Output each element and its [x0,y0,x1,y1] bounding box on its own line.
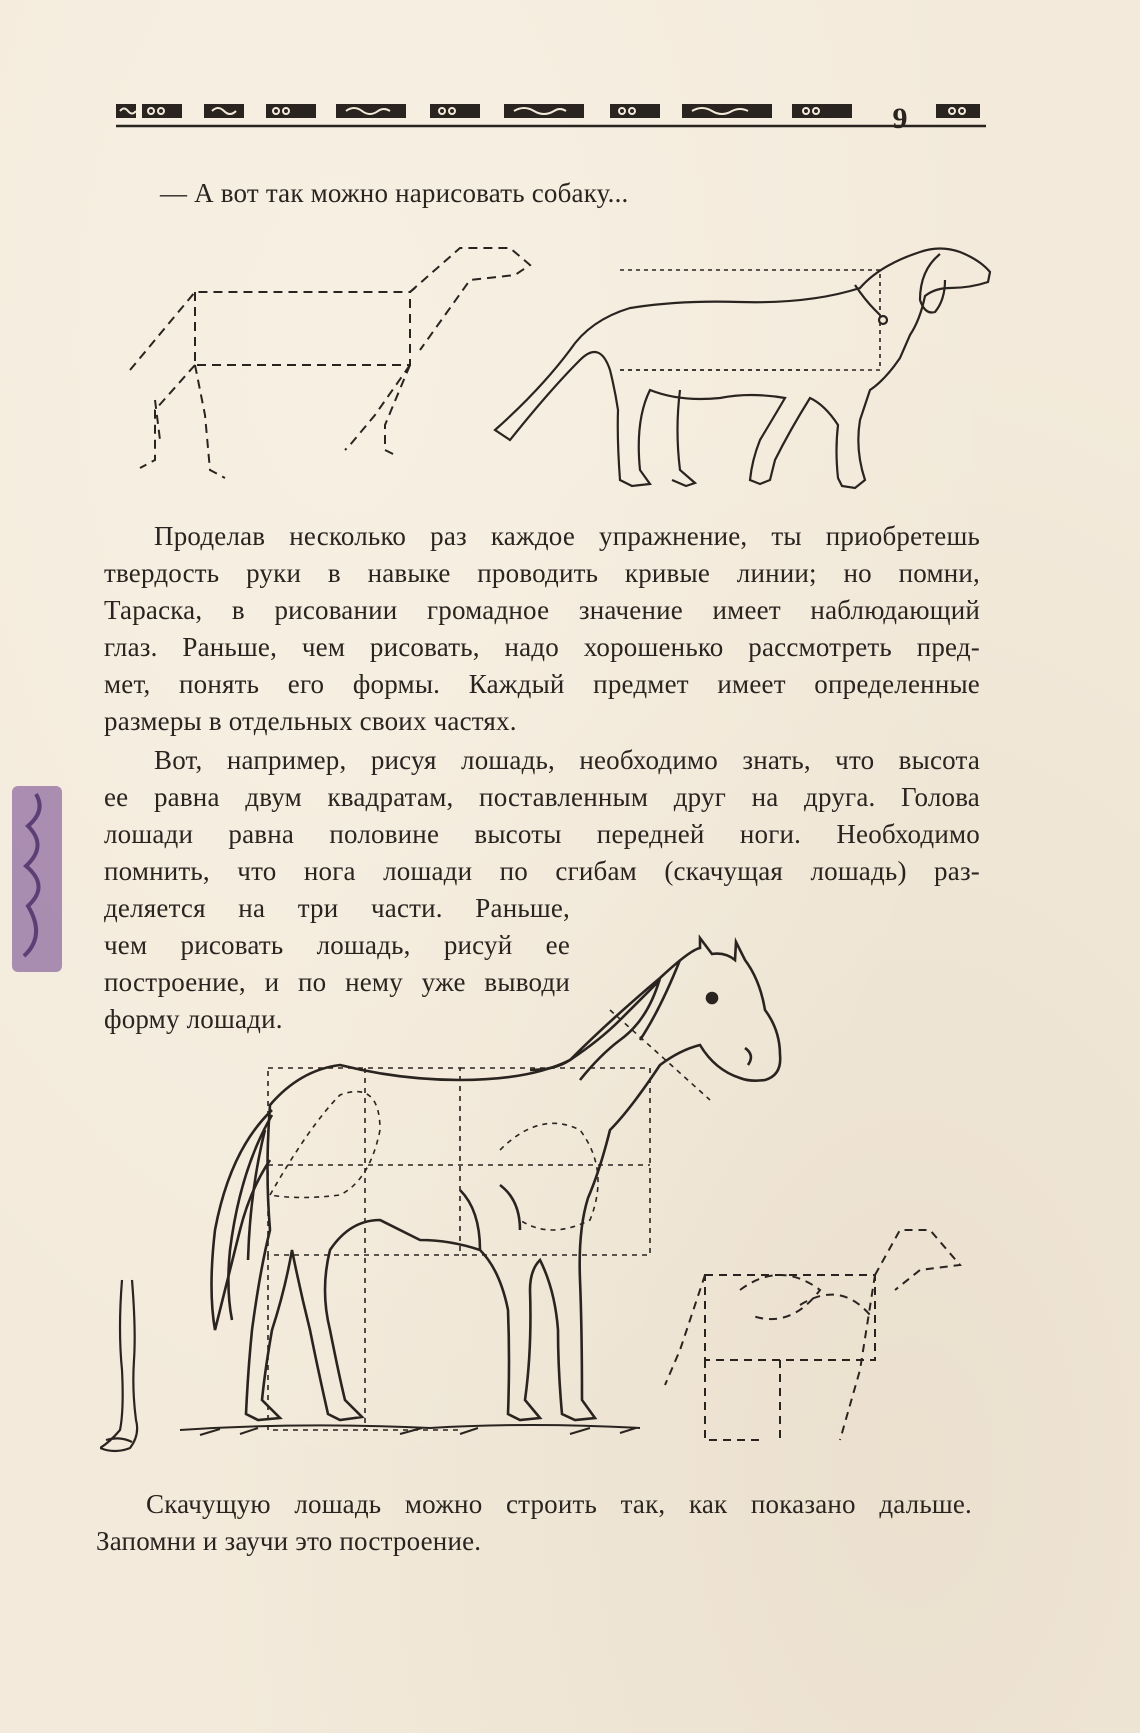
page-header-ornament [116,104,986,140]
paragraph-1-line: Тараска, в рисовании громадное значение имеет наблюдающий [104,595,980,625]
page-number: 9 [892,102,908,135]
paragraph-1-line: глаз. Раньше, чем рисовать, надо хорошенько рассмотреть пред- [104,632,980,662]
paragraph-2-line: помнить, что нога лошади по сгибам (скачущая лошадь) раз- [104,856,980,886]
intro-line: — А вот так можно нарисовать собаку... [160,178,629,208]
horse-outline [212,938,781,1420]
paragraph-1-line: твердость руки в навыке проводить кривые линии; но помни, [104,558,980,588]
paragraph-2-line: Вот, например, рисуя лошадь, необходимо знать, что высота [154,745,980,775]
margin-stamp [6,786,70,976]
paragraph-2 [104,742,980,890]
paragraph-1-line: Проделав несколько раз каждое упражнение, ты приобретешь [154,521,980,551]
dog-illustrations [120,240,1000,510]
paragraph-3-line: Скачущую лошадь можно строить так, как показано дальше. [146,1489,972,1519]
horse-leg-detail [100,1280,137,1451]
paragraph-1-line: размеры в отдельных своих частях. [104,706,517,736]
paragraph-2-line: чем рисовать лошадь, рисуй ее [104,930,570,960]
paragraph-2-line: построение, и по нему уже выводи [104,967,570,997]
dog-outline [495,249,990,489]
paragraph-1 [104,518,980,740]
paragraph-2-line: деляется на три части. Раньше, [104,893,570,923]
horse-illustrations [100,930,1000,1470]
paragraph-2-line: лошади равна половине высоты передней ноги. Необходимо [104,819,980,849]
paragraph-2-line: ее равна двум квадратам, поставленным друг на друга. Голова [104,782,980,812]
dashed-horse-construction [665,1230,960,1440]
paragraph-2-line: форму лошади. [104,1004,283,1034]
paragraph-1-line: мет, понять его формы. Каждый предмет имеет определенные [104,669,980,699]
dashed-dog-construction [130,248,530,478]
paragraph-3-line: Запомни и заучи это построение. [96,1526,482,1556]
paragraph-3 [96,1486,972,1560]
